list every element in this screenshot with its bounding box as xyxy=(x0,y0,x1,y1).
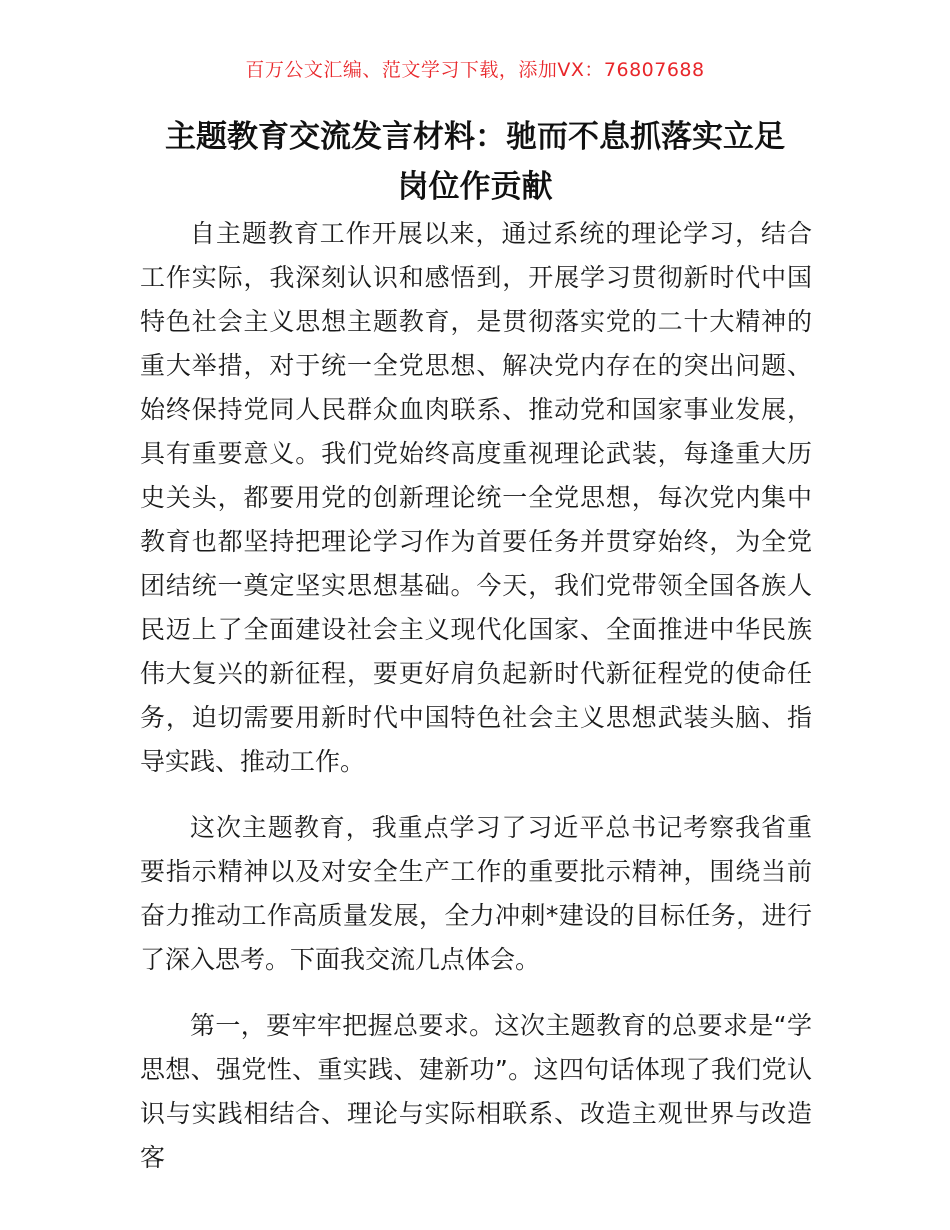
title-line-1: 主题教育交流发言材料：驰而不息抓落实立足 xyxy=(165,119,785,155)
paragraph-first-point: 第一，要牢牢把握总要求。这次主题教育的总要求是“学思想、强党性、重实践、建新功”。这四句话体现了我们党认识与实践相结合、理论与实际相联系、改造主观世界与改造客 xyxy=(140,1011,812,1172)
paragraph-study: 这次主题教育，我重点学习了习近平总书记考察我省重要指示精神以及对安全生产工作的重要批示精神，围绕当前奋力推动工作高质量发展，全力冲刺*建设的目标任务，进行了深入思考。下面我交流几点体会。 xyxy=(140,813,812,974)
watermark-header: 百万公文汇编、范文学习下载，添加VX：76807688 xyxy=(245,59,705,81)
paragraph-intro: 自主题教育工作开展以来，通过系统的理论学习，结合工作实际，我深刻认识和感悟到，开展学习贯彻新时代中国特色社会主义思想主题教育，是贯彻落实党的二十大精神的重大举措，对于统一全党思想、解决党内存在的突出问题、始终保持党同人民群众血肉联系、推动党和国家事业发展，具有重要意义。我们党始终高度重视理论武装，每逢重大历史关头，都要用党的创新理论统一全党思想，每次党内集中教育也都坚持把理论学习作为首要任务并贯穿始终，为全党团结统一奠定坚实思想基础。今天，我们党带领全国各族人民迈上了全面建设社会主义现代化国家、全面推进中华民族伟大复兴的新征程，要更好肩负起新时代新征程党的使命任务，迫切需要用新时代中国特色社会主义思想武装头脑、指导实践、推动工作。 xyxy=(140,219,812,776)
page-title xyxy=(120,112,830,212)
document-body xyxy=(140,212,812,1202)
title-line-2: 岗位作贡献 xyxy=(397,169,553,205)
